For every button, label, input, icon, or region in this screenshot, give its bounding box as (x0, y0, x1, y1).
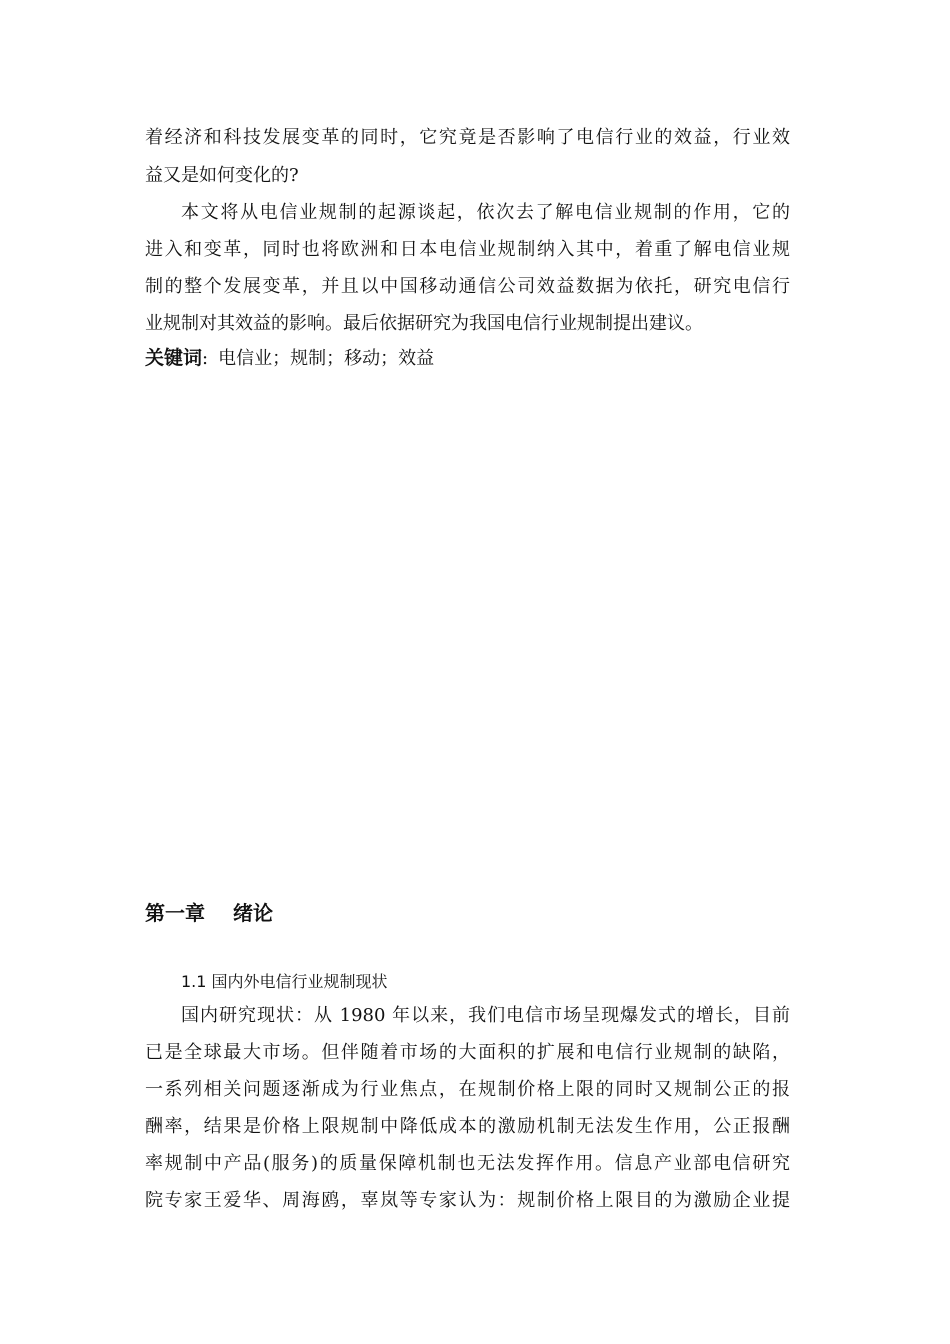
keywords-label: 关键词 (145, 347, 203, 369)
keywords-separator: : (202, 348, 209, 369)
abstract-line-2: 益又是如何变化的? (145, 165, 299, 186)
section-heading: 1.1 国内外电信行业规制现状 (181, 972, 388, 991)
section-line-3: 一系列相关问题逐渐成为行业焦点，在规制价格上限的同时又规制公正的报 (145, 1079, 790, 1100)
abstract-line-6: 业规制对其效益的影响。最后依据研究为我国电信行业规制提出建议。 (145, 313, 703, 334)
section-line-6: 院专家王爱华、周海鸥，辜岚等专家认为：规制价格上限目的为激励企业提 (145, 1190, 790, 1211)
keywords-value: 电信业；规制；移动；效益 (218, 348, 435, 369)
chapter-number: 第一章 (145, 901, 205, 925)
abstract-line-3: 本文将从电信业规制的起源谈起，依次去了解电信业规制的作用，它的 (181, 202, 790, 223)
chapter-title: 绪论 (233, 901, 273, 925)
section-line-4: 酬率，结果是价格上限规制中降低成本的激励机制无法发生作用，公正报酬 (145, 1116, 790, 1137)
abstract-line-4: 进入和变革，同时也将欧洲和日本电信业规制纳入其中，着重了解电信业规 (145, 239, 790, 260)
section-line-5: 率规制中产品(服务)的质量保障机制也无法发挥作用。信息产业部电信研究 (145, 1153, 790, 1174)
abstract-line-5: 制的整个发展变革，并且以中国移动通信公司效益数据为依托，研究电信行 (145, 276, 790, 297)
section-line-2: 已是全球最大市场。但伴随着市场的大面积的扩展和电信行业规制的缺陷， (145, 1042, 790, 1063)
keywords-line (145, 346, 434, 371)
section-line-1: 国内研究现状：从 1980 年以来，我们电信市场呈现爆发式的增长，目前 (181, 1005, 790, 1026)
abstract-line-1: 着经济和科技发展变革的同时，它究竟是否影响了电信行业的效益，行业效 (145, 127, 790, 148)
chapter-heading (145, 897, 273, 926)
